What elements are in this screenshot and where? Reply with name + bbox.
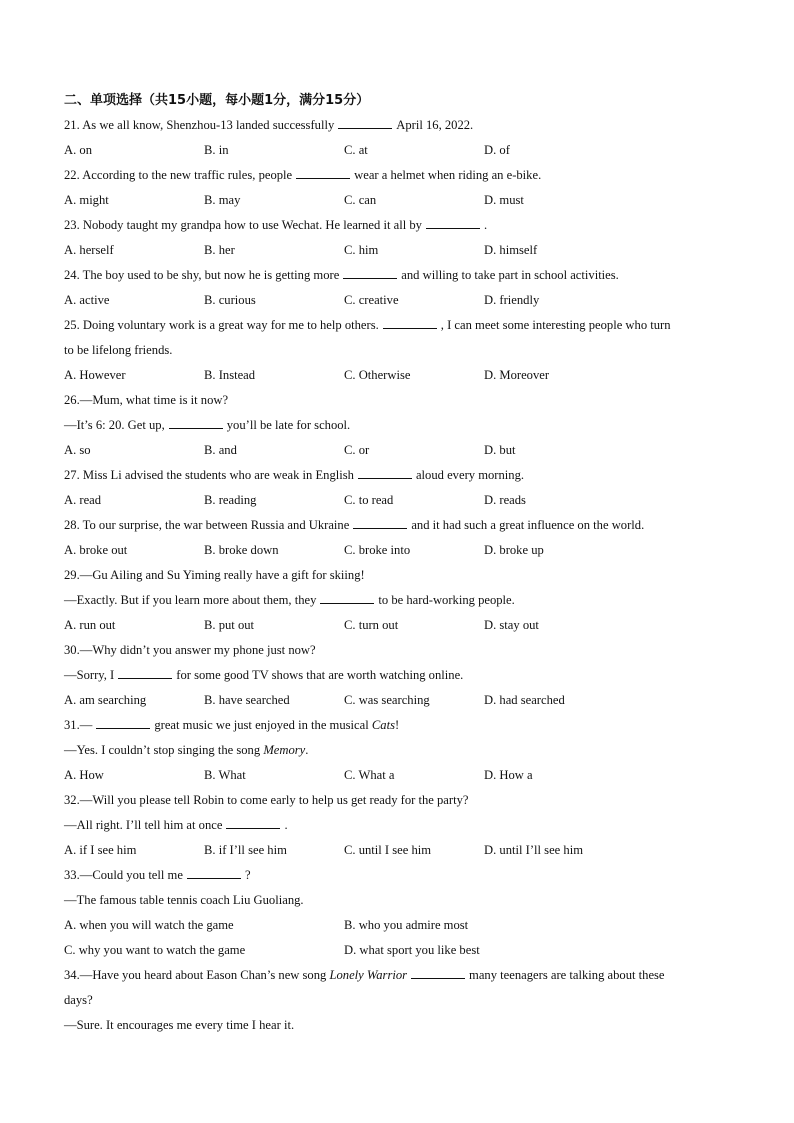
option-c: C. Otherwise [344, 368, 411, 382]
answer-blank [358, 466, 412, 479]
option-b: B. if I’ll see him [204, 843, 287, 857]
option-b: B. broke down [204, 543, 279, 557]
option-c: C. broke into [344, 543, 411, 557]
question-21: 21. As we all know, Shenzhou-13 landed successfully April 16, 2022. [64, 118, 474, 132]
options-24 [64, 288, 754, 313]
question-25: 25. Doing voluntary work is a great way for me to help others. , I can meet some interesting people who turn [64, 318, 671, 332]
options-28 [64, 538, 754, 563]
answer-blank [338, 116, 392, 129]
option-b: B. curious [204, 293, 256, 307]
options-30 [64, 688, 754, 713]
question-24: 24. The boy used to be shy, but now he is getting more and willing to take part in school activities. [64, 268, 619, 282]
answer-blank [343, 266, 397, 279]
option-c: C. or [344, 443, 370, 457]
option-b: B. and [204, 443, 237, 457]
option-c: C. can [344, 193, 377, 207]
option-a: A. However [64, 368, 126, 382]
options-26 [64, 438, 754, 463]
option-d: D. broke up [484, 543, 544, 557]
question-27: 27. Miss Li advised the students who are weak in English aloud every morning. [64, 468, 525, 482]
options-33-row1 [64, 913, 754, 938]
option-c: C. until I see him [344, 843, 432, 857]
options-32 [64, 838, 754, 863]
answer-blank [296, 166, 350, 179]
option-c: C. turn out [344, 618, 399, 632]
option-a: A. herself [64, 243, 114, 257]
option-a: A. on [64, 143, 92, 157]
option-c: C. What a [344, 768, 395, 782]
question-30: 30.—Why didn’t you answer my phone just now? [64, 643, 316, 657]
question-33-reply: —The famous table tennis coach Liu Guoliang. [64, 893, 304, 907]
options-23 [64, 238, 754, 263]
option-d: D. Moreover [484, 368, 550, 382]
question-33: 33.—Could you tell me ? [64, 868, 251, 882]
option-a: A. active [64, 293, 110, 307]
question-26-reply: —It’s 6: 20. Get up, you’ll be late for school. [64, 418, 351, 432]
song-title: Lonely Warrior [329, 968, 408, 982]
options-27 [64, 488, 754, 513]
option-b: B. have searched [204, 693, 290, 707]
question-29: 29.—Gu Ailing and Su Yiming really have a gift for skiing! [64, 568, 365, 582]
option-a: A. am searching [64, 693, 147, 707]
option-a: A. so [64, 443, 91, 457]
answer-blank [169, 416, 223, 429]
option-c: C. creative [344, 293, 399, 307]
question-22: 22. According to the new traffic rules, people wear a helmet when riding an e-bike. [64, 168, 542, 182]
option-b: B. in [204, 143, 229, 157]
question-29-reply: —Exactly. But if you learn more about them, they to be hard-working people. [64, 593, 515, 607]
answer-blank [411, 966, 465, 979]
option-c: C. was searching [344, 693, 430, 707]
option-a: A. if I see him [64, 843, 137, 857]
question-31: 31.— great music we just enjoyed in the musical Cats! [64, 718, 400, 732]
option-c: C. why you want to watch the game [64, 943, 246, 957]
option-a: A. read [64, 493, 102, 507]
option-b: B. reading [204, 493, 257, 507]
question-31-reply: —Yes. I couldn’t stop singing the song Memory. [64, 743, 309, 757]
answer-blank [353, 516, 407, 529]
option-c: C. at [344, 143, 368, 157]
option-d: D. must [484, 193, 524, 207]
options-29 [64, 613, 754, 638]
options-21 [64, 138, 754, 163]
option-b: B. What [204, 768, 246, 782]
question-34-reply: —Sure. It encourages me every time I hear it. [64, 1018, 295, 1032]
option-c: C. to read [344, 493, 394, 507]
answer-blank [96, 716, 150, 729]
options-33-row2 [64, 938, 754, 963]
option-d: D. what sport you like best [344, 943, 480, 957]
options-25 [64, 363, 754, 388]
option-d: D. himself [484, 243, 538, 257]
answer-blank [383, 316, 437, 329]
option-d: D. of [484, 143, 510, 157]
option-b: B. her [204, 243, 235, 257]
option-c: C. him [344, 243, 379, 257]
option-d: D. stay out [484, 618, 539, 632]
option-a: A. run out [64, 618, 116, 632]
question-32-reply: —All right. I’ll tell him at once . [64, 818, 288, 832]
musical-title: Cats [371, 718, 395, 732]
song-title: Memory [263, 743, 306, 757]
option-a: A. when you will watch the game [64, 918, 234, 932]
option-d: D. reads [484, 493, 526, 507]
section-title: 二、单项选择（共15小题，每小题1分，满分15分） [64, 93, 370, 108]
question-23: 23. Nobody taught my grandpa how to use Wechat. He learned it all by . [64, 218, 488, 232]
question-26: 26.—Mum, what time is it now? [64, 393, 229, 407]
question-28: 28. To our surprise, the war between Russia and Ukraine and it had such a great influence on the world. [64, 518, 645, 532]
question-34: 34.—Have you heard about Eason Chan’s new song Lonely Warrior many teenagers are talking about these [64, 968, 665, 982]
option-a: A. might [64, 193, 109, 207]
answer-blank [320, 591, 374, 604]
answer-blank [118, 666, 172, 679]
option-b: B. who you admire most [344, 918, 469, 932]
option-d: D. friendly [484, 293, 540, 307]
option-d: D. had searched [484, 693, 565, 707]
option-d: D. but [484, 443, 516, 457]
option-a: A. How [64, 768, 104, 782]
question-32: 32.—Will you please tell Robin to come early to help us get ready for the party? [64, 793, 469, 807]
question-34-continued: days? [64, 993, 93, 1007]
exam-page [64, 88, 754, 1038]
option-a: A. broke out [64, 543, 128, 557]
option-d: D. How a [484, 768, 533, 782]
answer-blank [187, 866, 241, 879]
option-b: B. may [204, 193, 241, 207]
options-22 [64, 188, 754, 213]
question-25-continued: to be lifelong friends. [64, 343, 173, 357]
question-30-reply: —Sorry, I for some good TV shows that are worth watching online. [64, 668, 464, 682]
options-31 [64, 763, 754, 788]
answer-blank [426, 216, 480, 229]
option-d: D. until I’ll see him [484, 843, 583, 857]
answer-blank [226, 816, 280, 829]
option-b: B. Instead [204, 368, 256, 382]
option-b: B. put out [204, 618, 255, 632]
